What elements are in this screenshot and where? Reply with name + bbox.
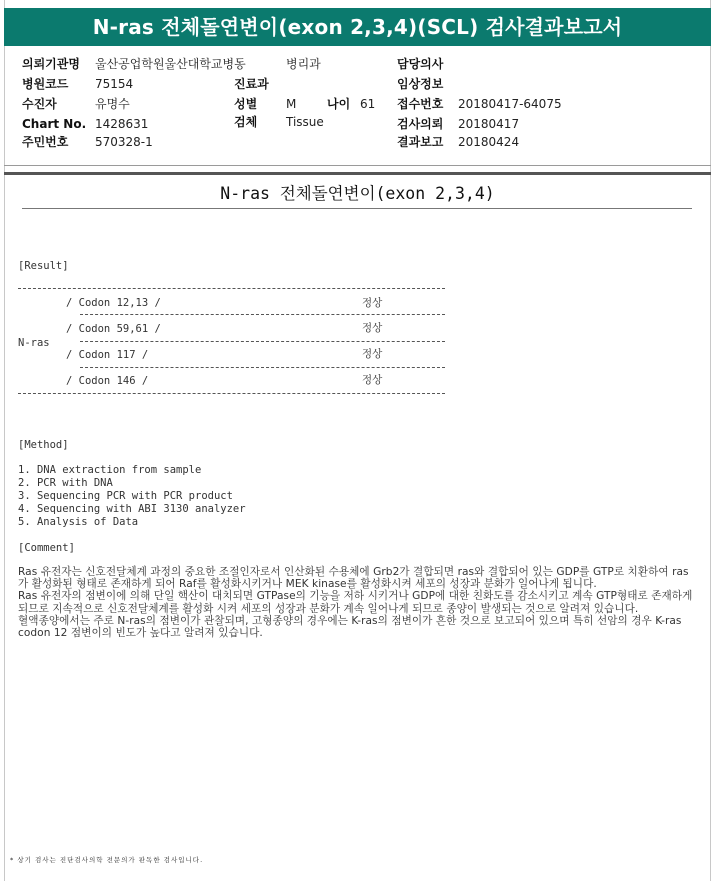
specimen-label: 검체 xyxy=(234,115,258,129)
comment-paragraph: Ras 유전자의 점변이에 의해 단일 핵산이 대치되면 GTPase의 기능을 저하 시키거나 GDP에 대한 친화도를 감소시키고 계속 GTP형태로 존재하게 되므로 지속적으로 신호전달체계를 활성화 시켜 세포의 성장과 분화가 계속 일어나게 되므로 종양이 발생되는 것으로 알려져 있습니다. xyxy=(18,590,693,615)
row-divider xyxy=(80,314,445,315)
row-divider xyxy=(80,341,445,342)
id-value: 570328-1 xyxy=(95,135,153,149)
patient-value: 유명수 xyxy=(95,97,130,111)
sex-label: 성별 xyxy=(234,97,258,111)
method-step: 5. Analysis of Data xyxy=(18,516,139,528)
report-date-label: 결과보고 xyxy=(397,135,444,149)
result-top-rule xyxy=(18,288,445,289)
comment-body xyxy=(18,566,698,639)
doctor-label: 담당의사 xyxy=(397,57,444,71)
age-value: 61 xyxy=(360,97,376,111)
codon-label: / Codon 146 / xyxy=(66,375,149,387)
report-header-title: N-ras 전체돌연변이(exon 2,3,4)(SCL) 검사결과보고서 xyxy=(4,8,711,46)
sex-value: M xyxy=(286,97,297,111)
specimen-value: Tissue xyxy=(286,115,324,129)
comment-heading: [Comment] xyxy=(18,542,75,554)
result-heading: [Result] xyxy=(18,260,69,272)
hospital-code-label: 병원코드 xyxy=(22,77,69,91)
row-divider xyxy=(80,367,445,368)
report-title: N-ras 전체돌연변이(exon 2,3,4) xyxy=(220,184,495,203)
request-value: 20180417 xyxy=(458,117,520,131)
patient-label: 수진자 xyxy=(22,97,57,111)
comment-paragraph: Ras 유전자는 신호전달체계 과정의 중요한 조절인자로서 인산화된 수용체에 Grb2가 결합되면 ras와 결합되어 있는 GDP를 GTP로 치환하여 ras가 활성화된 형태로 존재하게 되어 Raf를 활성화시키거나 MEK kinase를 활성화시켜 세포의 성장과 분화가 일어나게 됩니다. xyxy=(18,566,689,591)
codon-status: 정상 xyxy=(362,374,383,386)
id-label: 주민번호 xyxy=(22,135,69,149)
codon-label: / Codon 59,61 / xyxy=(66,323,161,335)
footer-note: * 상기 검사는 진단검사의학 전문의가 판독한 검사입니다. xyxy=(10,856,204,864)
clinical-info-label: 임상정보 xyxy=(397,77,444,91)
comment-paragraph: 혈액종양에서는 주로 N-ras의 점변이가 관찰되며, 고형종양의 경우에는 K-ras의 점변이가 흔한 것으로 보고되어 있으며 특히 선암의 경우 K-ras codon 12 점변이의 빈도가 높다고 알려져 있습니다. xyxy=(18,614,682,640)
method-step: 1. DNA extraction from sample xyxy=(18,464,202,476)
codon-status: 정상 xyxy=(362,348,383,360)
department-value: 병리과 xyxy=(286,57,321,71)
institution-value: 울산공업학원울산대학교병동 xyxy=(95,57,246,71)
accession-label: 접수번호 xyxy=(397,97,444,111)
report-title-underline xyxy=(22,208,692,209)
report-date-value: 20180424 xyxy=(458,135,520,149)
method-step: 4. Sequencing with ABI 3130 analyzer xyxy=(18,503,246,515)
gene-name: N-ras xyxy=(18,337,50,349)
codon-status: 정상 xyxy=(362,297,383,309)
clinic-label: 진료과 xyxy=(234,77,269,91)
info-divider xyxy=(4,165,711,166)
result-bottom-rule xyxy=(18,393,445,394)
hospital-code-value: 75154 xyxy=(95,77,134,91)
patient-info-panel xyxy=(22,56,702,156)
method-step: 3. Sequencing PCR with PCR product xyxy=(18,490,233,502)
request-label: 검사의뢰 xyxy=(397,117,444,131)
codon-label: / Codon 12,13 / xyxy=(66,297,161,309)
section-divider xyxy=(4,172,711,175)
accession-value: 20180417-64075 xyxy=(458,97,562,111)
chart-label: Chart No. xyxy=(22,117,87,131)
chart-value: 1428631 xyxy=(95,117,149,131)
method-heading: [Method] xyxy=(18,439,69,451)
codon-status: 정상 xyxy=(362,322,383,334)
method-step: 2. PCR with DNA xyxy=(18,477,113,489)
age-label: 나이 xyxy=(327,97,351,111)
codon-label: / Codon 117 / xyxy=(66,349,149,361)
institution-label: 의뢰기관명 xyxy=(22,57,80,71)
